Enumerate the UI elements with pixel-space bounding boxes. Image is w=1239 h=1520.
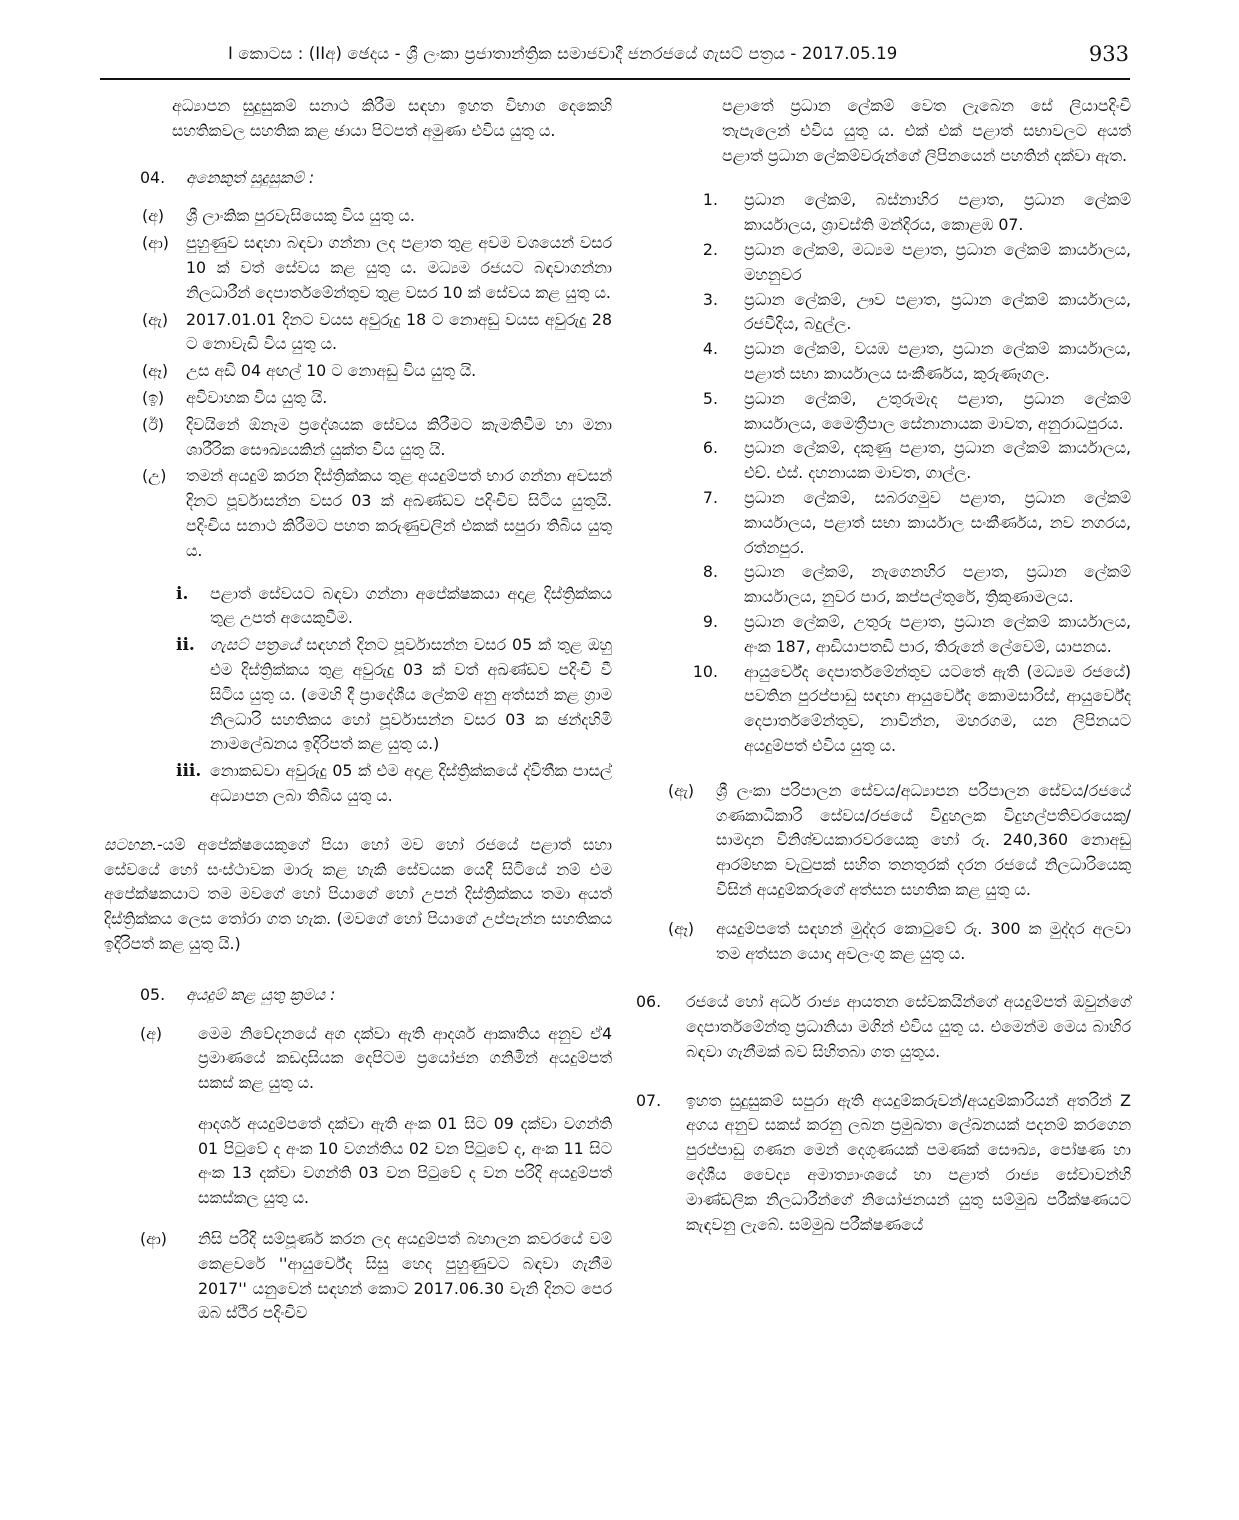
list-item <box>636 610 1131 660</box>
list-item <box>636 660 1131 759</box>
section-text: ඉහත සුදුසුකම් සපුරා ඇති අයදුම්කරුවන්/අයදුම්කාරියන් අතරින් Z අගය අනුව සකස් කරනු ලබන ප්‍රමුඛතා ලේඛනයක් පදනම් කරගෙන පුරප්පාඩු ගණන මෙන් දෙගුණයක් පමණක් සෞඛ්‍ය, පෝෂණ හා දේශීය වෛද්‍ය අමාත්‍යාංශයේ හා පළාත් රාජ්‍ය සේවාවන්හි මාණ්ඩලික නිලධාරීන්ගේ නියෝජනයන් යුතු සම්මුඛ පරීක්ෂණයට කැඳවනු ලැබේ. සම්මුඛ පරීක්ෂණයේ <box>686 1090 1131 1234</box>
item-label: (අ) <box>140 1023 163 1043</box>
list-item <box>142 386 612 411</box>
item-text: ආයුර්වේද දෙපාර්තමේන්තුව යටතේ ඇති (මධ්‍යම රජයේ) පවතින පුරප්පාඩු සඳහා ආයුර්වේද කොමසාරිස්, ආයුර්වේද දෙපාර්තමේන්තුව, නාවින්න, මහරගම, යන ලිපිනයට අයදුම්පත් එවිය යුතු ය. <box>744 661 1131 755</box>
list-item <box>636 917 1131 967</box>
item-number: 2. <box>702 239 718 259</box>
section-04-heading <box>140 166 612 191</box>
item-label: (ඈ) <box>668 918 695 938</box>
list-item <box>104 1227 612 1326</box>
item-label: ii. <box>176 635 195 656</box>
item-text: ප්‍රධාන ලේකම්, උතුරු පළාත, ප්‍රධාන ලේකම් කාර්යාලය, අංක 187, ආඩියාපතඩි පාර, තිරුනේ ලේවෙම්, යාපනය. <box>744 611 1131 656</box>
item-text: මෙම නිවේදනයේ අග දක්වා ඇති ආදර්ශ ආකෘතිය අනුව ඒ4 ප්‍රමාණයේ කඩදාසියක දෙපිටම ප්‍රයෝජන ගනිමින් අයදුම්පත් සකස් කළ යුතු ය. <box>198 1023 612 1093</box>
list-item <box>636 337 1131 387</box>
list-item <box>636 387 1131 437</box>
item-label: (අ) <box>142 206 165 226</box>
item-text: නිසි පරිදි සම්පූර්ණ කරන ලද අයදුම්පත් බහාලන කවරයේ වම් කෙළවරේ ''ආයුර්වේද සිසු හෙද පුහුණුවට බඳවා ගැනීම 2017'' යනුවෙන් සඳහන් කොට 2017.06.30 වැනි දිනට පෙර ඔබ ස්ථිර පදිංචිව <box>198 1229 612 1323</box>
residence-proofs <box>104 582 612 809</box>
list-item <box>142 308 612 358</box>
gazette-emphasis: ගැසට් පත්‍රයේ <box>210 635 301 655</box>
item-label: (ආ) <box>140 1229 167 1249</box>
list-item <box>142 231 612 305</box>
item-label: (ඇ) <box>668 780 695 800</box>
list-item <box>636 560 1131 610</box>
item-label: iii. <box>176 761 202 782</box>
header-rule <box>100 78 1130 80</box>
section-number: 04. <box>140 167 166 187</box>
item-text: ප්‍රධාන ලේකම්, බස්නාහිර පළාත, ප්‍රධාන ලේකම් කාර්යාලය, ශ්‍රාවස්ති මන්දිරය, කොළඹ 07. <box>744 190 1131 235</box>
section-number: 05. <box>140 984 166 1004</box>
left-intro: අධ්‍යාපන සුදුසුකම් සනාථ කිරීම සඳහා ඉහත විභාග දෙකෙහි සහතිකවල සහතික කළ ඡායා පිටපත් අමුණා එවිය යුතු ය. <box>172 96 612 140</box>
section-number: 06. <box>636 992 662 1012</box>
list-item <box>104 1022 612 1096</box>
list-item <box>142 204 612 229</box>
right-column <box>636 94 1131 1237</box>
note-text: යම් අපේක්ෂයෙකුගේ පියා හෝ මව හෝ රජයේ පළාත් සහා සේවයේ හෝ සංස්ථාවක මාරු කළ හැකි සේවයක යෙදී සිටියේ නම් එම අපේක්ෂකයාට තම මවගේ හෝ පියාගේ හෝ උපන් දිස්ත්‍රික්කය තමා අයත් දිස්ත්‍රික්කය ලෙස තෝරා ගත හැක. (මවගේ හෝ පියාගේ උප්පැන්න සහතිකය ඉදිරිපත් කළ යුතු යි.) <box>104 834 612 953</box>
item-text <box>210 633 612 757</box>
note-paragraph <box>104 833 612 957</box>
item-number: 9. <box>702 611 718 631</box>
item-number: 5. <box>702 388 718 408</box>
section-07 <box>636 1089 1131 1238</box>
list-item <box>636 188 1131 238</box>
note-label: සටහන.- <box>104 834 163 854</box>
item-number: 4. <box>702 339 718 359</box>
item-text: ප්‍රධාන ලේකම්, උතුරුමැද පළාත, ප්‍රධාන ලේකම් කාර්යාලය, මෛත්‍රීපාල සේනානායක මාවත, අනුරාධපුරය. <box>744 388 1131 433</box>
item-text: අවිවාහක විය යුතු යි. <box>186 387 328 407</box>
item-text: ප්‍රධාන ලේකම්, දකුණු පළාත, ප්‍රධාන ලේකම් කාර්යාලය, එච්. එස්. දහනායක මාවත, ගාල්ල. <box>744 438 1131 483</box>
item-text: ප්‍රධාන ලේකම්, නැගෙනහිර පළාත, ප්‍රධාන ලේකම් කාර්යාලය, නුවර පාර, කප්පල්තුරේ, ත්‍රිකුණාමලය. <box>744 562 1131 607</box>
item-text: උස අඩි 04 අඟල් 10 ට නොඅඩු විය යුතු යි. <box>186 361 477 381</box>
item-number: 3. <box>702 289 718 309</box>
address-list <box>636 188 1131 758</box>
item-text: තමන් අයදුම් කරන දිස්ත්‍රික්කය තුළ අයදුම්පත් භාර ගන්නා අවසන් දිනට පූර්වාසන්න වසර 03 ක් අඛණ්ඩව පදිංචිව සිටිය යුතුයි. පදිංචිය සනාථ කිරීමට පහත කරුණුවලින් එකක් සපුරා තිබිය යුතු ය. <box>186 466 612 560</box>
item-continuation: ආදර්ශ අයදුම්පතේ දක්වා ඇති අංක 01 සිට 09 දක්වා වගන්ති 01 පිටුවේ ද අංක 10 වගන්තිය 02 වන පිටුවේ ද, අංක 11 සිට අංක 13 දක්වා වගන්ති 03 වන පිටුවේ ද වන පරිදි අයදුම්පත් සකස්කල යුතු ය. <box>198 1113 612 1208</box>
list-item <box>636 486 1131 560</box>
left-column <box>104 94 612 1326</box>
list-item <box>142 464 612 563</box>
item-text: ප්‍රධාන ලේකම්, වයඹ පළාත, ප්‍රධාන ලේකම් කාර්යාලය, පළාත් සභා කාර්යාලය සංකීර්ණය, කුරුණෑගල. <box>744 339 1131 383</box>
running-header: I කොටස : (IIඅ) ඡෙදය - ශ්‍රී ලංකා ප්‍රජාතාන්ත්‍රික සමාජවාදී ජනරජයේ ගැසට් පත්‍රය - 2017.05.19 <box>228 44 898 63</box>
list-item <box>636 238 1131 288</box>
item-text: පළාත් සේවයට බඳවා ගන්නා අපේක්ෂකයා අදාළ දිස්ත්‍රික්කය තුළ උපත් අයෙකුවීම. <box>210 583 612 628</box>
item-text: ශ්‍රී ලංකා පරිපාලන සේවය/අධ්‍යාපන පරිපාලන සේවය/රජයේ ගණකාධිකාරි සේවය/රජයේ විදුහලක විදුහල්පතිවරයෙකු/සාමදාන විනිශ්චයකාරවරයෙකු හෝ රු. 240,360 නොඅඩු ආරම්භක වැටුපක් සහිත තනතුරක් දරන රජයේ නිලධාරියෙකු විසින් අයදුම්කරුගේ අත්සන සහතික කළ යුතු ය. <box>716 780 1131 899</box>
page-number: 933 <box>1088 42 1129 66</box>
section-05-heading <box>140 983 612 1008</box>
item-number: 6. <box>702 438 718 458</box>
section-title: අයදුම් කළ යුතු ක්‍රමය : <box>186 984 336 1004</box>
item-number: 8. <box>702 562 718 582</box>
item-text: දිවයිනේ ඕනෑම ප්‍රදේශයක සේවය කිරීමට කැමතිවීම හා මනා ශාරීරික සෞඛ්‍යයකින් යුක්ත විය යුතු යි. <box>186 414 612 459</box>
list-item <box>176 759 612 809</box>
item-label: (ඈ) <box>142 361 169 381</box>
item-text: 2017.01.01 දිනට වයස අවුරුදු 18 ට නොඅඩු වයස අවුරුදු 28 ට නොවැඩි විය යුතු ය. <box>186 309 612 354</box>
item-text: ප්‍රධාන ලේකම්, මධ්‍යම පළාත, ප්‍රධාන ලේකම් කාර්යාලය, මහනුවර <box>744 239 1131 284</box>
item-text: පුහුණුව සඳහා බඳවා ගන්නා ලද පළාත තුළ අවම වශයෙන් වසර 10 ක් වත් සේවය කළ යුතු ය. මධ්‍යම රජයට බඳවාගන්නා නිලධාරීන් දෙපාර්තමේන්තුව තුළ වසර 10 ක් සේවය කළ යුතු ය. <box>186 233 612 302</box>
item-number: 7. <box>702 487 718 507</box>
right-intro: පළාතේ ප්‍රධාන ලේකම් වෙත ලැබෙන සේ ලියාපදිංචි තැපැලෙන් එවිය යුතු ය. එක් එක් පළාත් සභාවලට අයත් පළාත් ප්‍රධාන ලේකම්වරුන්ගේ ලිපිනයෙන් පහතින් දක්වා ඇත. <box>722 96 1131 165</box>
section-title: අනෙකුත් සුදුසුකම් : <box>186 167 315 187</box>
item-text: ප්‍රධාන ලේකම්, සබරගමුව පළාත, ප්‍රධාන ලේකම් කාර්යාලය, පළාත් සභා කාර්යාල සංකීර්ණය, නව නගරය, රත්නපුර. <box>744 487 1131 557</box>
item-number: 1. <box>702 190 718 210</box>
item-number: 10. <box>692 661 718 681</box>
item-label: i. <box>176 583 189 604</box>
item-label: (උ) <box>142 466 167 486</box>
list-item <box>636 779 1131 903</box>
item-label: (ඉ) <box>142 387 165 407</box>
list-item <box>636 436 1131 486</box>
item-label: (ඊ) <box>142 414 165 434</box>
item-text: අයදුම්පතේ සඳහන් මුද්දර කොටුවේ රු. 300 ක මුද්දර අලවා තම අත්සන යොදා අවලංගු කළ යුතු ය. <box>716 918 1131 963</box>
item-label: (ඇ) <box>142 309 169 329</box>
item-text: ප්‍රධාන ලේකම්, ඌව පළාත, ප්‍රධාන ලේකම් කාර්යාලය, රජවීදිය, බදුල්ල. <box>744 289 1131 334</box>
item-text-rest: සඳහන් දිනට පූර්වාසන්න වසර 05 ක් තුළ ඔහු එම දිස්ත්‍රික්කය තුළ අවුරුදු 03 ක් වත් අඛණ්ඩව පදිංචි වී සිටිය යුතු ය. (මෙහි දී ප්‍රාදේශීය ලේකම් අනු අත්සන් කළ ග්‍රාම නිලධාරි සහතිකය හෝ පූර්වාසන්න වසර 03 ක ඡන්දහිමි නාමලේඛනය ඉදිරිපත් කළ යුතු ය.) <box>210 635 612 754</box>
list-item <box>636 288 1131 338</box>
section-text: රජයේ හෝ අර්ධ රාජ්‍ය ආයතන සේවකයින්ගේ අයදුම්පත් ඔවුන්ගේ දෙපාර්තමේන්තු ප්‍රධානියා මගින් එවිය යුතු ය. එමෙන්ම මෙය බාහිර බඳවා ගැනීමක් බව සිහිතබා ගත යුතුය. <box>686 992 1131 1061</box>
section-04-items <box>104 204 612 563</box>
item-text: නොකඩවා අවුරුදු 05 ක් එම අදාළ දිස්ත්‍රික්කයේ ද්විතීක පාසල් අධ්‍යාපන ලබා තිබිය යුතු ය. <box>210 761 612 805</box>
list-item <box>176 582 612 632</box>
list-item <box>142 359 612 384</box>
list-item <box>142 413 612 463</box>
item-text: ශ්‍රී ලාංකික පුරවැසියෙකු විය යුතු ය. <box>186 206 415 226</box>
section-number: 07. <box>636 1090 662 1110</box>
item-label: (ආ) <box>142 233 169 253</box>
section-06 <box>636 990 1131 1064</box>
list-item <box>176 633 612 757</box>
